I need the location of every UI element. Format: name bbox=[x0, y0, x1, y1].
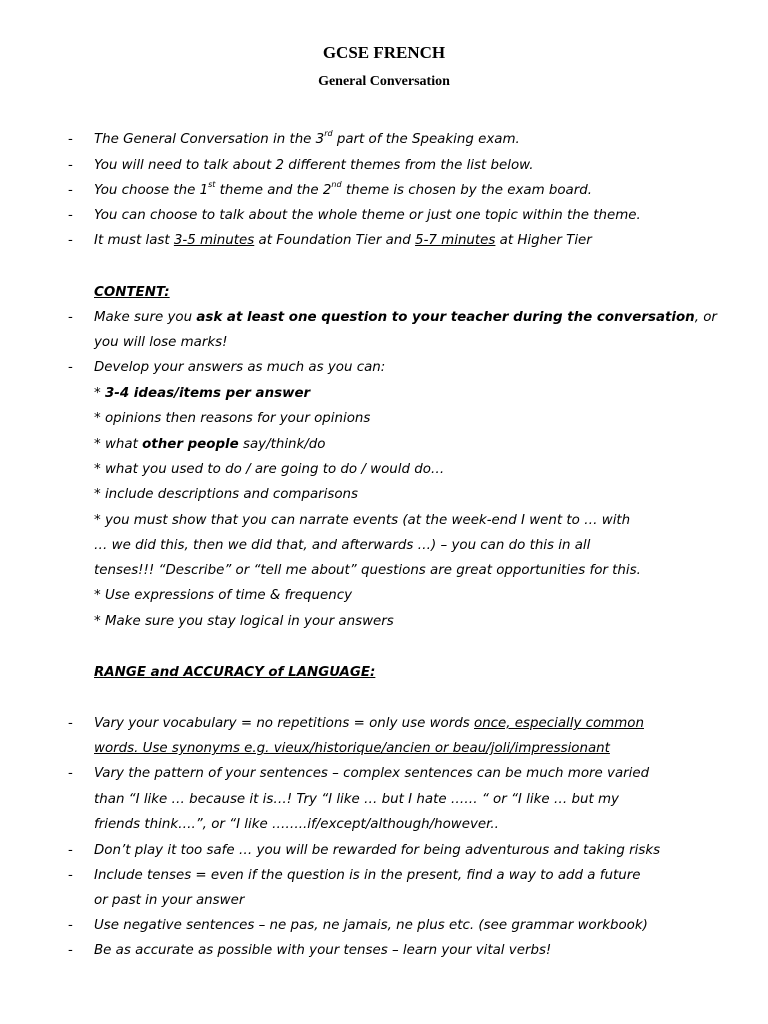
bullet-dash: - bbox=[68, 132, 73, 147]
develop-item-4: * what you used to do / are going to do / would do… bbox=[94, 462, 445, 477]
intro-bullet-5: It must last 3-5 minutes at Foundation Tier and 5-7 minutes at Higher Tier bbox=[94, 233, 592, 248]
vocabulary-bullet-line-2: words. Use synonyms e.g. vieux/historique/ancien or beau/joli/impressionant bbox=[94, 741, 610, 756]
bullet-dash: - bbox=[68, 943, 73, 958]
develop-item-5: * include descriptions and comparisons bbox=[94, 487, 359, 502]
bullet-dash: - bbox=[68, 360, 73, 375]
negative-bullet: Use negative sentences – ne pas, ne jamais, ne plus etc. (see grammar workbook) bbox=[94, 918, 648, 933]
bullet-dash: - bbox=[68, 766, 73, 781]
pattern-bullet: Vary the pattern of your sentences – complex sentences can be much more varied bbox=[94, 766, 650, 781]
bullet-dash: - bbox=[68, 843, 73, 858]
tenses-bullet: Include tenses = even if the question is in the present, find a way to add a future bbox=[94, 868, 641, 883]
pattern-bullet-line-3: friends think….”, or “I like ……..if/except/although/however.. bbox=[94, 817, 499, 832]
pattern-bullet-line-2: than “I like … because it is…! Try “I like … but I hate …… “ or “I like … but my bbox=[94, 792, 619, 807]
develop-item-6-line-3: tenses!!! “Describe” or “tell me about” questions are great opportunities for this. bbox=[94, 563, 641, 578]
vocabulary-bullet: Vary your vocabulary = no repetitions = only use words once, especially common bbox=[94, 716, 644, 731]
bullet-dash: - bbox=[68, 183, 73, 198]
bullet-dash: - bbox=[68, 868, 73, 883]
develop-item-3: * what other people say/think/do bbox=[94, 437, 326, 452]
bullet-dash: - bbox=[68, 716, 73, 731]
range-heading: RANGE and ACCURACY of LANGUAGE: bbox=[94, 665, 376, 680]
develop-bullet: Develop your answers as much as you can: bbox=[94, 360, 386, 375]
develop-item-2: * opinions then reasons for your opinions bbox=[94, 411, 371, 426]
develop-item-6: * you must show that you can narrate events (at the week-end I went to … with bbox=[94, 513, 631, 528]
page-subtitle: General Conversation bbox=[318, 74, 450, 89]
develop-item-6-line-2: … we did this, then we did that, and afterwards …) – you can do this in all bbox=[94, 538, 591, 553]
tenses-bullet-line-2: or past in your answer bbox=[94, 893, 245, 908]
bullet-dash: - bbox=[68, 918, 73, 933]
develop-item-7: * Use expressions of time & frequency bbox=[94, 588, 353, 603]
bullet-dash: - bbox=[68, 310, 73, 325]
bullet-dash: - bbox=[68, 233, 73, 248]
question-bullet-line-2: you will lose marks! bbox=[94, 335, 228, 350]
bullet-dash: - bbox=[68, 158, 73, 173]
content-heading: CONTENT: bbox=[94, 285, 170, 300]
intro-bullet-2: You will need to talk about 2 different themes from the list below. bbox=[94, 158, 534, 173]
intro-bullet-4: You can choose to talk about the whole theme or just one topic within the theme. bbox=[94, 208, 641, 223]
develop-item-1: * 3-4 ideas/items per answer bbox=[94, 386, 311, 401]
develop-item-8: * Make sure you stay logical in your answers bbox=[94, 614, 394, 629]
intro-bullet-3: You choose the 1st theme and the 2nd theme is chosen by the exam board. bbox=[94, 180, 593, 198]
bullet-dash: - bbox=[68, 208, 73, 223]
accuracy-bullet: Be as accurate as possible with your tenses – learn your vital verbs! bbox=[94, 943, 552, 958]
play-safe-bullet: Don’t play it too safe … you will be rewarded for being adventurous and taking risks bbox=[94, 843, 661, 858]
intro-bullet-1: The General Conversation in the 3rd part of the Speaking exam. bbox=[94, 129, 520, 147]
question-bullet: Make sure you ask at least one question to your teacher during the conversation, or bbox=[94, 310, 717, 325]
page-title: GCSE FRENCH bbox=[322, 43, 446, 62]
